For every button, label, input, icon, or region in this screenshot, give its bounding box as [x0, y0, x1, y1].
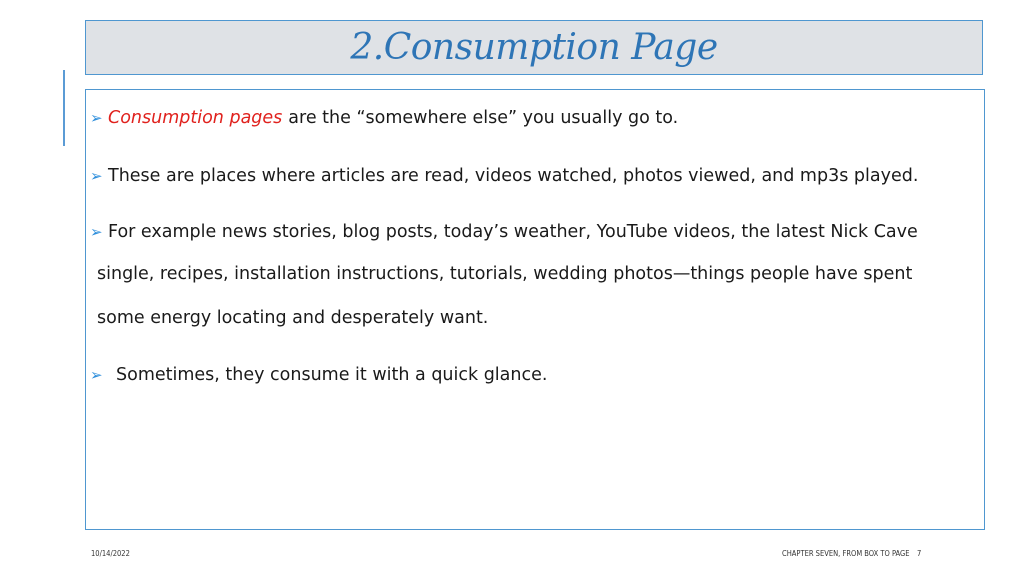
bullet-text: Sometimes, they consume it with a quick glance. — [116, 365, 548, 385]
accent-line — [63, 70, 65, 146]
arrow-bullet-icon: ➢ — [90, 223, 103, 241]
bullet-text: are the “somewhere else” you usually go to. — [288, 108, 679, 128]
bullet-3-continuation-2: some energy locating and desperately want. — [97, 308, 489, 328]
bullet-3-continuation-1: single, recipes, installation instructions, tutorials, wedding photos—things people have spent — [97, 264, 913, 284]
bullet-3 — [90, 222, 918, 242]
arrow-bullet-icon: ➢ — [90, 167, 103, 185]
bullet-1 — [90, 108, 678, 128]
slide-title: 2.Consumption Page — [350, 27, 718, 68]
arrow-bullet-icon: ➢ — [90, 366, 103, 384]
footer-page-number: 7 — [917, 549, 922, 558]
title-box — [85, 20, 983, 75]
highlight-term: Consumption pages — [108, 108, 283, 128]
bullet-text: For example news stories, blog posts, today’s weather, YouTube videos, the latest Nick Cave — [108, 222, 918, 242]
arrow-bullet-icon: ➢ — [90, 109, 103, 127]
bullet-4 — [90, 365, 547, 385]
bullet-2 — [90, 166, 918, 186]
footer-chapter: CHAPTER SEVEN, FROM BOX TO PAGE — [782, 549, 910, 558]
bullet-text: These are places where articles are read, videos watched, photos viewed, and mp3s played. — [108, 166, 919, 186]
footer-date: 10/14/2022 — [91, 549, 130, 558]
